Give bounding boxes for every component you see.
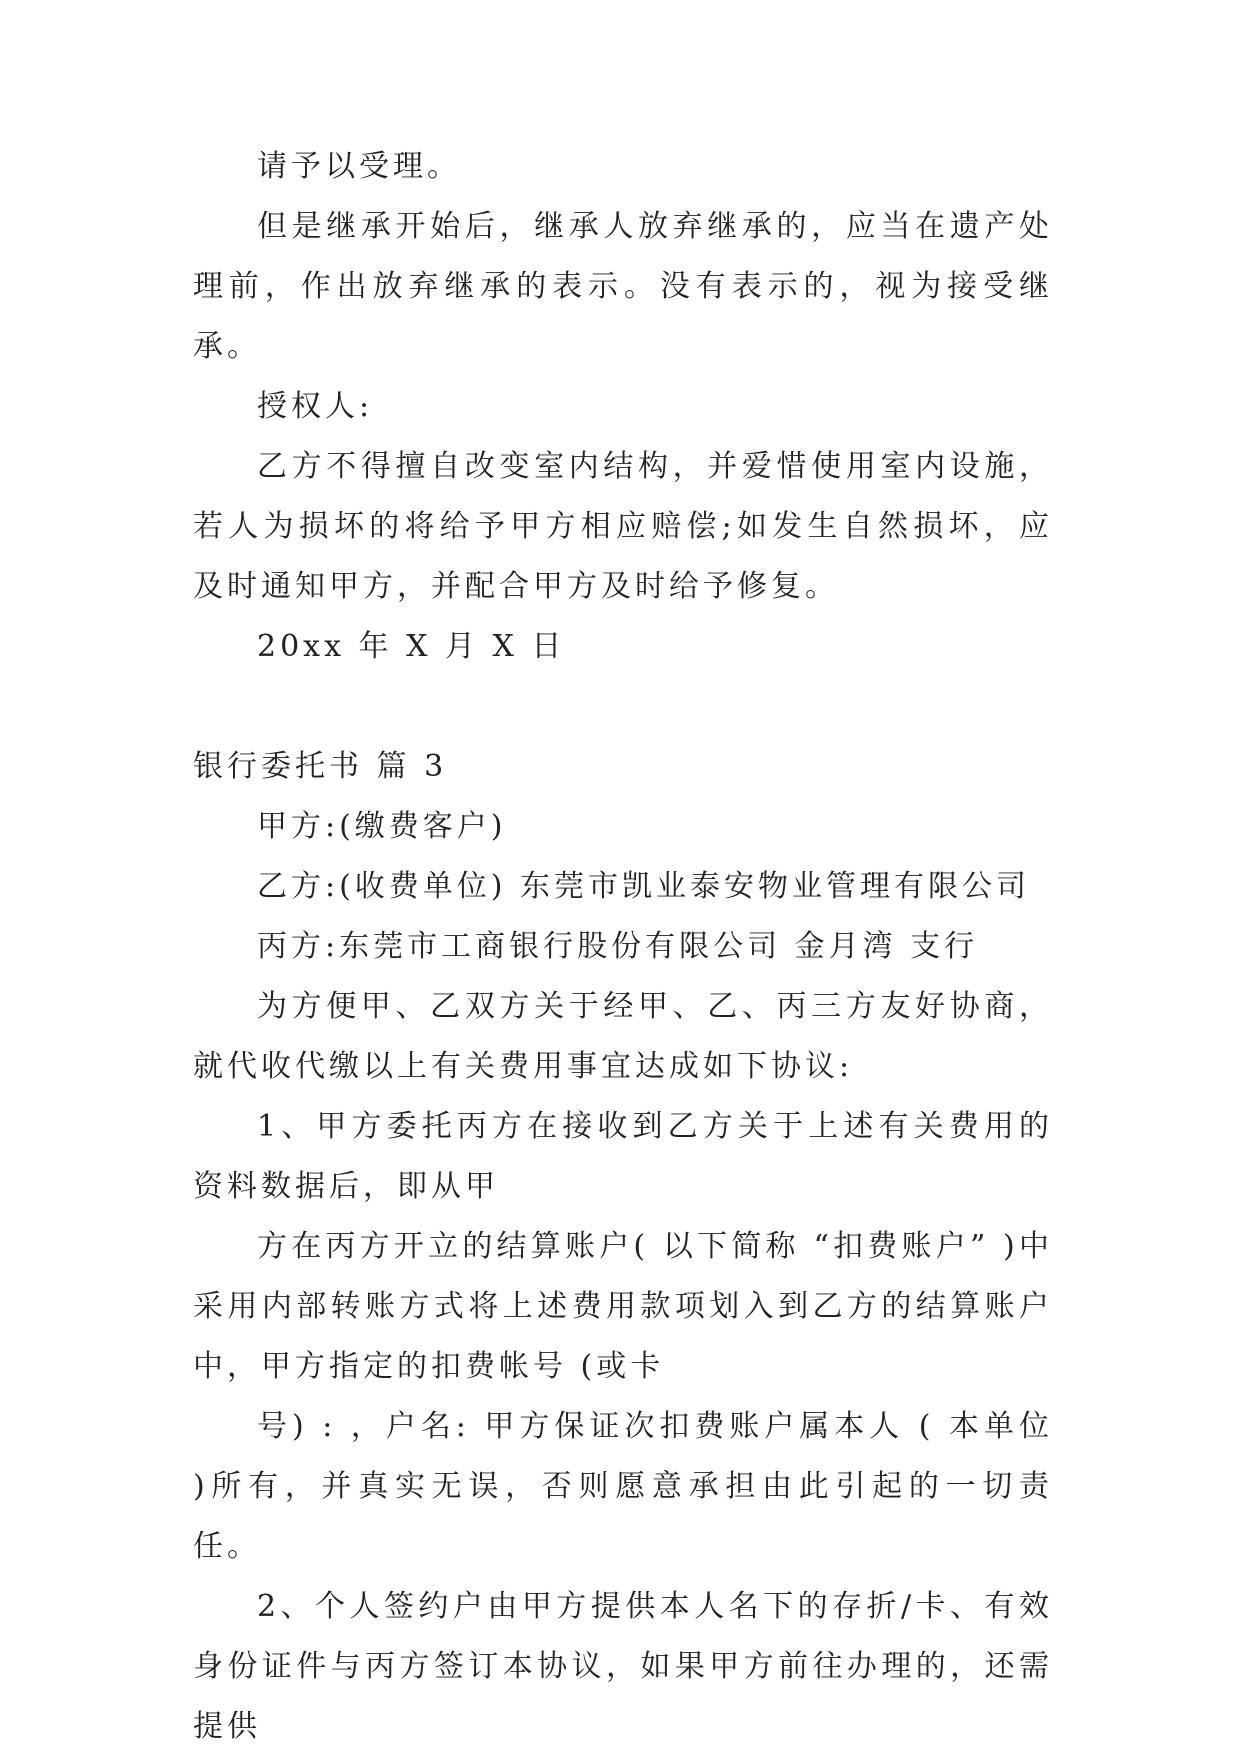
paragraph: 乙方不得擅自改变室内结构，并爱惜使用室内设施，若人为损坏的将给予甲方相应赔偿;如发生自然损坏，应及时通知甲方，并配合甲方及时给予修复。 — [193, 449, 1053, 604]
paragraph: 但是继承开始后，继承人放弃继承的，应当在遗产处理前，作出放弃继承的表示。没有表示的，视为接受继承。 — [193, 209, 1053, 364]
section-title: 银行委托书 篇 3 — [193, 749, 448, 784]
party-b-line: 乙方:(收费单位) 东莞市凯业泰安物业管理有限公司 — [257, 869, 1031, 904]
section-spacer — [193, 677, 1053, 737]
paragraph: 授权人: — [257, 389, 374, 424]
paragraph: 方在丙方开立的结算账户( 以下简称 “扣费账户” )中采用内部转账方式将上述费用款项划入到乙方的结算账户中，甲方指定的扣费帐号 (或卡 — [193, 1229, 1053, 1384]
party-a-line: 甲方:(缴费客户) — [257, 809, 507, 844]
paragraph: 为方便甲、乙双方关于经甲、乙、丙三方友好协商，就代收代缴以上有关费用事宜达成如下协议: — [193, 989, 1053, 1084]
date-line: 20xx 年 X 月 X 日 — [257, 629, 566, 664]
paragraph: 号) : ，户名: 甲方保证次扣费账户属本人 ( 本单位 )所有，并真实无误，否则愿意承担由此引起的一切责任。 — [193, 1409, 1053, 1564]
document-body — [193, 137, 1053, 1757]
party-c-line: 丙方:东莞市工商银行股份有限公司 金月湾 支行 — [257, 929, 979, 964]
paragraph: 请予以受理。 — [257, 149, 461, 184]
paragraph: 2、个人签约户由甲方提供本人名下的存折/卡、有效身份证件与丙方签订本协议，如果甲方前往办理的，还需提供 — [193, 1589, 1053, 1744]
paragraph: 1、甲方委托丙方在接收到乙方关于上述有关费用的资料数据后，即从甲 — [193, 1109, 1053, 1204]
